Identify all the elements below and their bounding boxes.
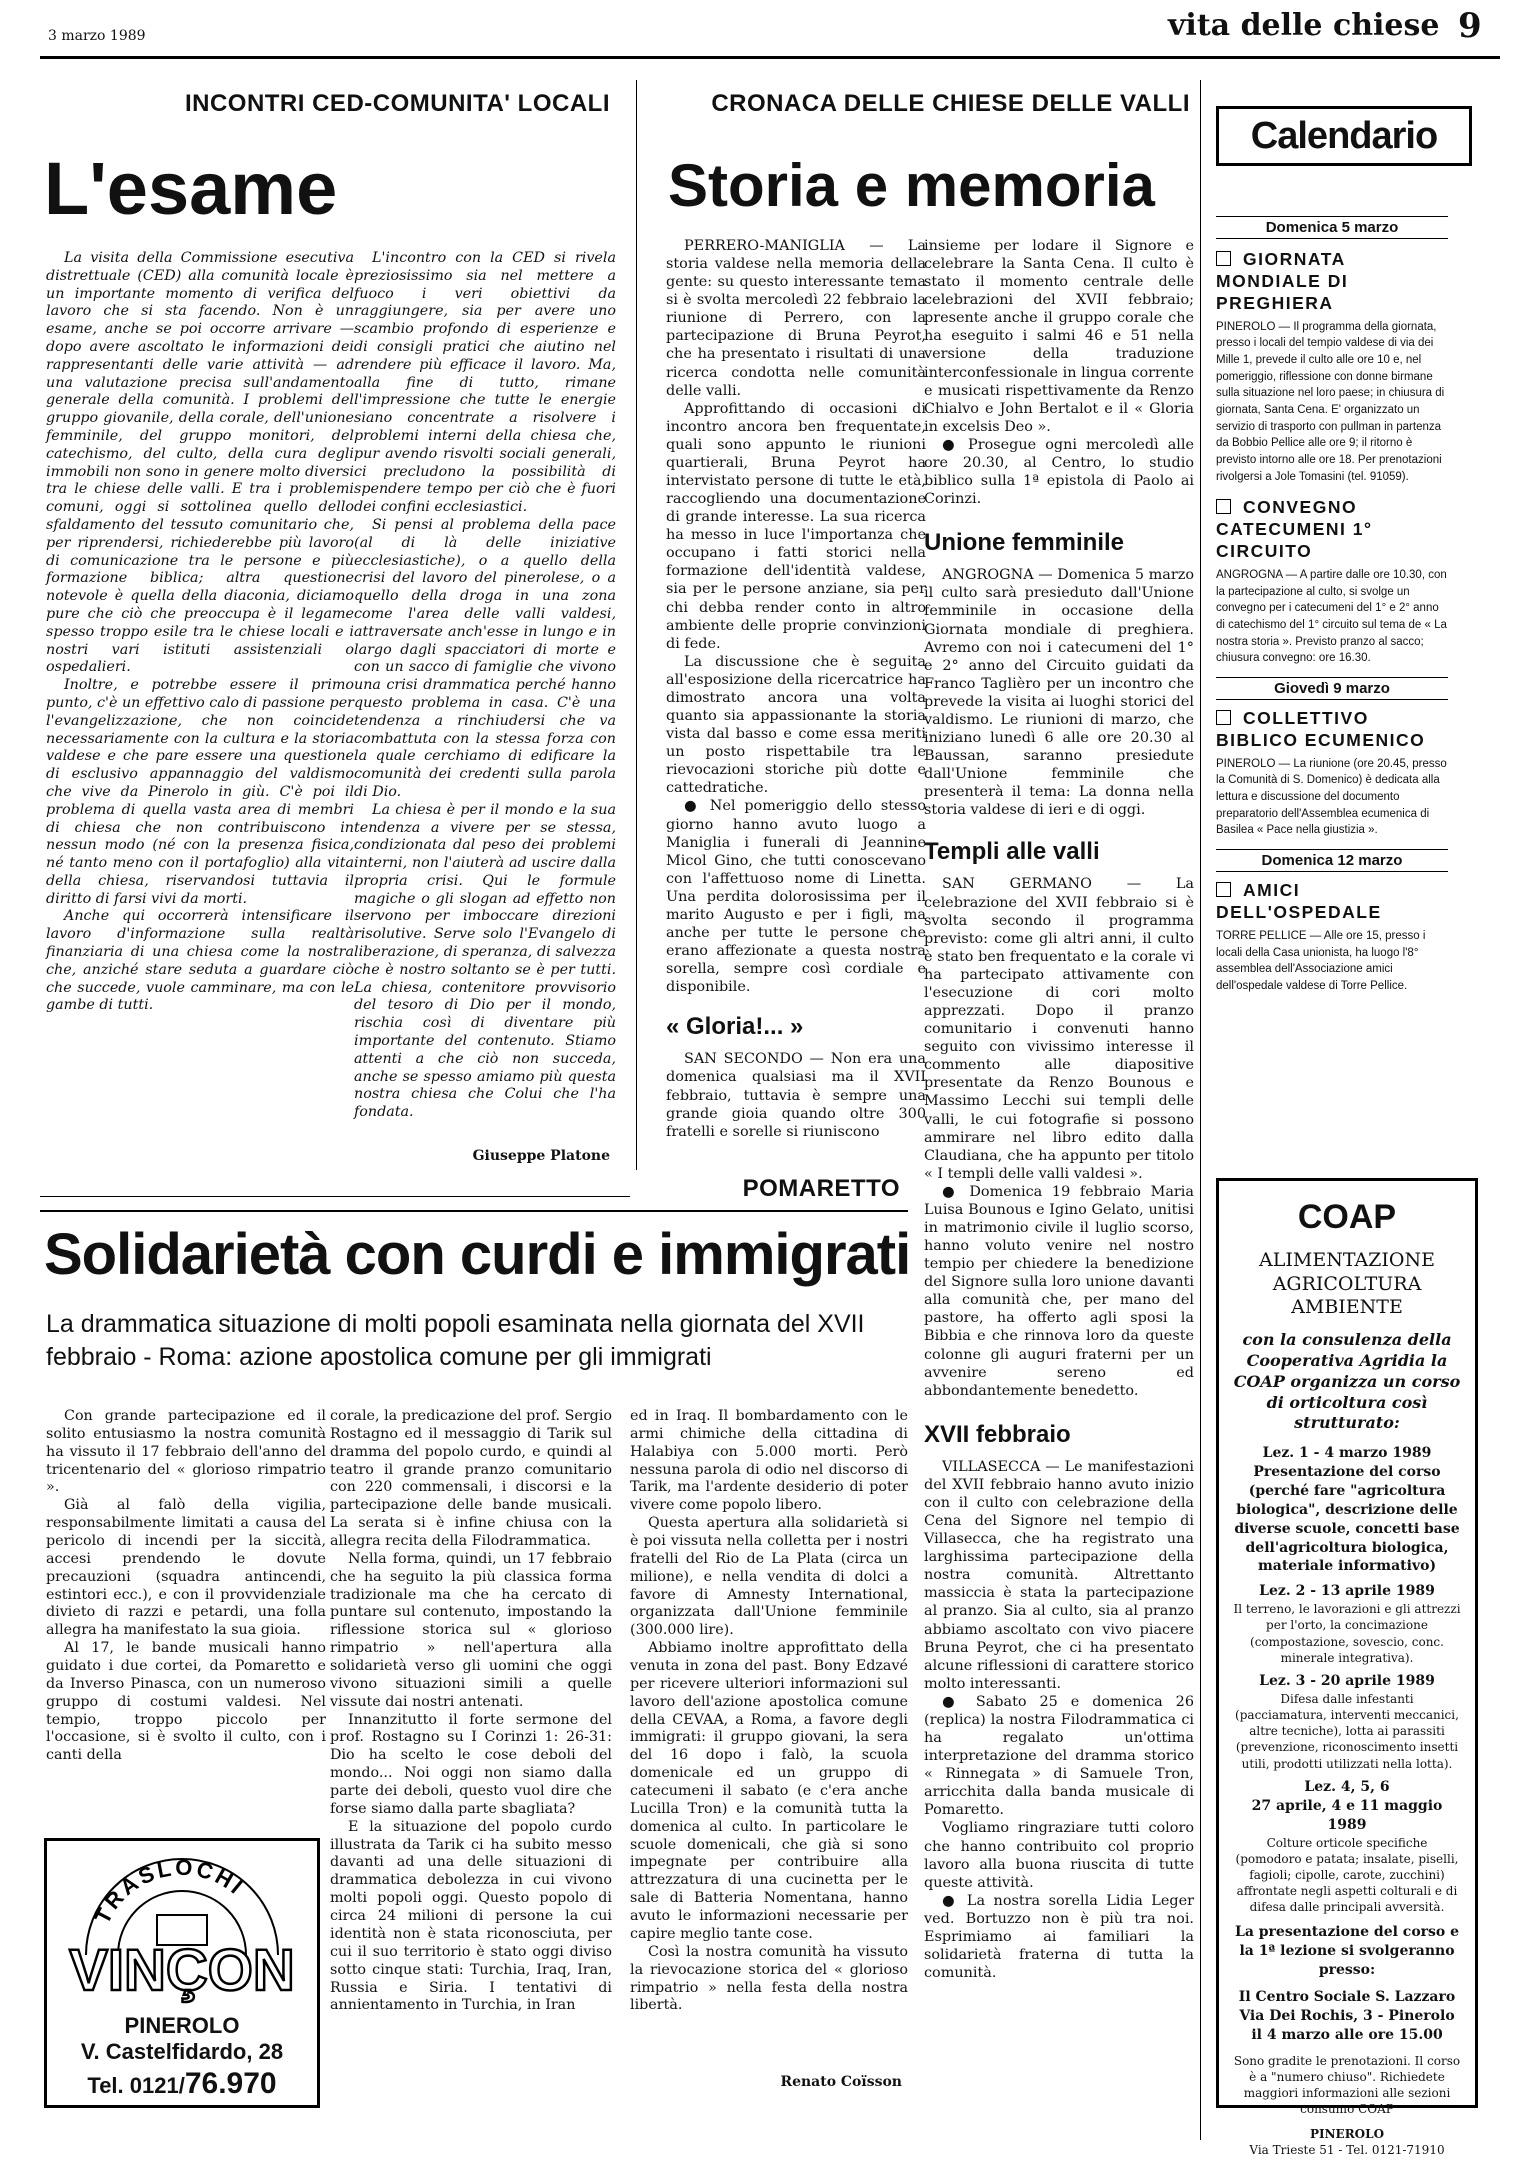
traslochi-brand: VINÇON xyxy=(69,1938,295,2003)
paragraph: L'incontro con la CED si rivela preziosissimo sia nel mettere a fuoco i veri obiettivi da raggiungere, sia per avere uno scambio profondo di esperienze e di consigli pratici che aiutino nel rendere più efficace il lavoro. Ma, alla fine di tutto, rimane l'impressione che tutte le energie siano concentrate a risolvere i problemi interni della chiesa che, pur avendo risvolti sociali generali, ci precludono la possibilità di spendere tempo per ciò che è fuori dei confini ecclesiastici. xyxy=(354,250,616,516)
esame-title: L'esame xyxy=(44,147,338,230)
templi-heading: Templi alle valli xyxy=(924,838,1100,866)
coap-subtitle: ALIMENTAZIONE AGRICOLTURA AMBIENTE xyxy=(1259,1248,1435,1319)
event-title: AMICI DELL'OSPEDALE xyxy=(1216,880,1382,922)
paragraph: La discussione che è seguita all'esposizione della ricercatrice ha dimostrato ancora una volta quanto sia appassionante la storia vista dal basso e come essa meriti un posto rispettabile tra le rievocazioni storiche più dotte e cattedratiche. xyxy=(666,653,926,797)
paragraph: Nella forma, quindi, un 17 febbraio che ha seguito la più classica forma tradizionale ma che ha cercato di puntare sul contenuto, impostando la riflessione storica sul « glorioso rimpatrio » nell'apertura alla solidarietà verso gli uomini che oggi vivono situazioni simili a quelle vissute dai nostri antenati. xyxy=(330,1550,612,1710)
paragraph: La visita della Commissione esecutiva distrettuale (CED) alla comunità locale è un importante momento di verifica del lavoro che si sta facendo. Non è un esame, anche se poi occorre arrivare — dopo avere ascoltato le informazioni dei rappresentanti delle varie attività — ad una valutazione precisa sull'andamento generale della comunità. I problemi del gruppo giovanile, della corale, dell'unione femminile, del gruppo monitori, del catechismo, del culto, della cura degli immobili non sono in genere molto diversi tra le chiese delle valli. E tra i problemi comuni, oggi si sottolinea quello dello sfaldamento del tessuto comunitario che, per riprendersi, richiederebbe più lavoro di comunicazione tra le persone e più formazione biblica; altra questione notevole è quella della diaconia, diciamo pure che ciò che preoccupa è il legame spesso troppo esile tra le chiese locali e i nostri vari istituti assistenziali o ospedalieri. xyxy=(46,250,354,676)
paragraph: La chiesa è per il mondo e la sua tendenza a vivere per se stessa, condizionata dal peso dei problemi interni, non l'aiuterà ad uscire dalla propria crisi. Qui le formule magiche o gli slogan ad effetto non servono per imboccare direzioni risolutive. Serve solo l'Evangelo di liberazione, di speranza, di salvezza che è nostro soltanto se è per tutti. La chiesa, contenitore provvisorio del tesoro di Dio per il mondo, rischia così di diventare più importante del contenuto. Stiamo attenti a che ciò non succeda, anche se spesso amiamo più questa nostra chiesa che Colui che l'ha fondata. xyxy=(354,801,616,1121)
traslochi-address: V. Castelfidardo, 28 xyxy=(80,2039,284,2064)
esame-col-1 xyxy=(46,250,354,1015)
paragraph: Si pensi al problema della pace (al di là delle iniziative ecclesiastiche), o a quello della crisi del lavoro del pinerolese, o a quello della droga in una zona come l'area delle valli valdesi, attraversate anch'esse in lungo e in largo dagli spacciatori di morte e con un sacco di famiglie che vivono una crisi drammatica perché hanno questo problema in casa. C'è una tendenza a rinchiudersi che va combattuta con la stessa forza con la quale cerchiamo di edificare la comunità dei credenti sulla parola di Dio. xyxy=(354,516,616,800)
storia-title: Storia e memoria xyxy=(668,152,1155,219)
paragraph: SAN SECONDO — Non era una domenica qualsiasi ma il XVII febbraio, tuttavia è sempre una grande gioia quando oltre 300 fratelli e sorelle si riuniscono xyxy=(666,1051,926,1140)
unione-heading: Unione femminile xyxy=(924,529,1125,557)
traslochi-city: PINEROLO xyxy=(124,2013,240,2038)
paragraph: ed in Iraq. Il bombardamento con le armi chimiche della cittadina di Halabiya con 5.000 morti. Però nessuna parola di odio nel discorso di Tarik, ma l'ardente desiderio di poter vivere come popolo libero. xyxy=(630,1408,908,1514)
calendar-event xyxy=(1216,249,1448,485)
paragraph: Al 17, le bande musicali hanno guidato i due cortei, da Pomaretto e da Inverso Pinasca, con un numeroso gruppo di costumi valdesi. Nel tempio, troppo piccolo per l'occasione, si è svolto il culto, con i canti della xyxy=(46,1640,326,1764)
coap-city: PINEROLO xyxy=(1309,2126,1385,2141)
checkbox-icon xyxy=(1216,710,1231,725)
checkbox-icon xyxy=(1216,882,1231,897)
checkbox-icon xyxy=(1216,251,1231,266)
coap-intro: con la consulenza della Cooperativa Agridia la COAP organizza un corso di orticoltura così strutturato: xyxy=(1233,1330,1461,1433)
header-rule xyxy=(40,56,1500,59)
paragraph: ● Prosegue ogni mercoledì alle ore 20.30, al Centro, lo studio biblico sulla 1ª epistola di Paolo ai Corinzi. xyxy=(924,436,1194,508)
event-body: PINEROLO — Il programma della giornata, presso i locali del tempio valdese di via dei Mille 1, prevede il culto alle ore 10 e, nel pomeriggio, riflessione con donne birmane sulla situazione nel loro paese; in chiusura di giornata, Santa Cena. E' organizzato un servizio di trasporto con pullman in partenza da Bobbio Pellice alle ore 9; il ritorno è previsto intorno alle ore 18. Per prenotazioni rivolgersi a Jole Tomasini (tel. 91059). xyxy=(1216,320,1445,483)
paragraph: E la situazione del popolo curdo illustrata da Tarik ci ha subito messo davanti ad una delle situazioni di drammatica debolezza in cui vivono molti popoli oggi. Questo popolo di circa 24 milioni di persone la cui identità non è stata riconosciuta, per cui il suo territorio è stato oggi diviso sotto cinque stati: Turchia, Iraq, Iran, Russia e Siria. I tentativi di annientamento in Turchia, in Iran xyxy=(330,1818,612,2014)
paragraph: Già al falò della vigilia, responsabilmente limitati a causa del pericolo di incendi per la siccità, accesi prendendo le dovute precauzioni (squadra antincendi, estintori ecc.), e con il provvidenziale divieto di razzi e petardi, una folla allegra ha manifestato la sua gioia. xyxy=(46,1497,326,1639)
coap-lesson: Lez. 3 - 20 aprile 1989 Difesa dalle infestanti (pacciamatura, interventi meccanici, altre tecniche), lotta ai parassiti (prevenzione, riconoscimento insetti utili, prodotti utilizzati nella lotta). xyxy=(1235,1673,1459,1771)
event-title: COLLETTIVO BIBLICO ECUMENICO xyxy=(1216,708,1426,750)
calendar-date: Giovedì 9 marzo xyxy=(1216,677,1448,700)
solidarieta-kicker: POMARETTO xyxy=(742,1175,900,1202)
storia-col-2 xyxy=(924,237,1194,1982)
calendario-list xyxy=(1216,210,1448,995)
coap-lesson: Lez. 1 - 4 marzo 1989 Presentazione del corso (perché fare "agricoltura biologica", descrizione delle diverse scuole, concetti base dell'agricoltura biologica, materiale informativo) xyxy=(1234,1445,1460,1575)
paragraph: ● Domenica 19 febbraio Maria Luisa Bounous e Igino Gelato, unitisi in matrimonio civile il luglio scorso, hanno voluto venire nel nostro tempio per chiedere la benedizione del Signore sulla loro unione davanti alla comunità che, per mano del pastore, ha offerto agli sposi la Bibbia e che rinnova loro da queste colonne gli auguri fraterni per un avvenire sereno ed abbondantemente benedetto. xyxy=(924,1183,1194,1399)
calendario-title: Calendario xyxy=(1250,115,1438,157)
paragraph: Questa apertura alla solidarietà si è poi vissuta nella colletta per i nostri fratelli del Rio de La Plata (circa un milione), e nella vendita di dolci a favore di Amnesty International, organizzata dall'Unione femminile (300.000 lire). xyxy=(630,1515,908,1639)
paragraph: SAN GERMANO — La celebrazione del XVII febbraio si è svolta secondo il programma previsto: come gli altri anni, il culto è stato ben frequentato e la corale vi ha partecipato attivamente con l'esecuzione di cori molto apprezzati. Dopo il pranzo comunitario i convenuti hanno seguito con vivissimo interesse il commento alle diapositive presentate da Renzo Bounous e Massimo Lecchi sui templi delle valli, le cui fotografie si possono ammirare nel libro edito dalla Claudiana, che ha appunto per titolo « I templi delle valli valdesi ». xyxy=(924,876,1194,1182)
gloria-heading: « Gloria!... » xyxy=(666,1013,804,1041)
coap-note: Sono gradite le prenotazioni. Il corso è a "numero chiuso". Richiedete maggiori informazioni alle sezioni consumo COAP xyxy=(1233,2053,1461,2117)
paragraph: Approfittando di occasioni di incontro ancora ben frequentate, quali sono appunto le riunioni quartierali, Bruna Peyrot ha intervistato persone di tutte le età, raccogliendo una documentazione di grande interesse. La sua ricerca ha messo in luce l'importanza che occupano i fatti storici nella formazione dell'identità valdese, sia per le persone anziane, sia per chi debba render conto in altro ambiente delle proprie convinzioni di fede. xyxy=(666,400,926,652)
traslochi-ad xyxy=(44,1838,320,2108)
page-number: 9 xyxy=(1458,6,1482,46)
paragraph: Abbiamo inoltre approfittato della venuta in zona del past. Bony Edzavé per ricevere ulteriori informazioni sul lavoro dell'azione apostolica comune della CEVAA, a Roma, a favore degli immigrati: il gruppo giovani, la sera del 16 dopo i falò, la scuola domenicale ed un gruppo di catecumeni il sabato (e c'era anche Lucilla Tron) e la comunità tutta la domenica al culto. In particolare le scuole domenicali, che già si sono impegnate per contribuire alla attrezzatura di una cucinetta per le sale di Batteria Nomentana, hanno avuto le informazioni necessarie per capire meglio tante cose. xyxy=(630,1640,908,1942)
xvii-heading: XVII febbraio xyxy=(924,1420,1071,1448)
coap-ad xyxy=(1216,1178,1478,2157)
calendar-date: Domenica 5 marzo xyxy=(1216,216,1448,239)
calendario-box xyxy=(1216,106,1472,166)
issue-date: 3 marzo 1989 xyxy=(48,28,146,44)
calendar-date: Domenica 12 marzo xyxy=(1216,849,1448,872)
paragraph: ● Sabato 25 e domenica 26 (replica) la nostra Filodrammatica ci ha regalato un'ottima interpretazione del dramma storico « Rinnegata » di Samuele Tron, arricchita dalla banda musicale di Pomaretto. xyxy=(924,1693,1194,1819)
solidarieta-subtitle: La drammatica situazione di molti popoli esaminata nella giornata del XVII febbraio - Roma: azione apostolica comune per gli immigrati xyxy=(46,1310,865,1371)
section-rule xyxy=(40,1210,908,1212)
solidarieta-col-3 xyxy=(630,1408,908,2015)
traslochi-phone-number: 76.970 xyxy=(184,2067,277,2100)
paragraph: Con grande partecipazione ed il solito entusiasmo la nostra comunità ha vissuto il 17 febbraio dell'anno del tricentenario del « glorioso rimpatrio ». xyxy=(46,1408,326,1496)
coap-lesson: Lez. 4, 5, 6 27 aprile, 4 e 11 maggio 1989 Colture orticole specifiche (pomodoro e patata; insalate, piselli, fagioli; cipolle, carote, zucchini) affrontate negli aspetti colturali e di difesa dalle principali avversità. xyxy=(1235,1778,1459,1915)
paragraph: ● La nostra sorella Lidia Leger ved. Bortuzzo non è più tra noi. Esprimiamo ai familiari la solidarietà fraterna di tutta la comunità. xyxy=(924,1892,1194,1982)
coap-presentation: La presentazione del corso e la 1ª lezione si svolgeranno presso: xyxy=(1234,1924,1460,1979)
section-title: vita delle chiese xyxy=(1168,8,1440,43)
calendar-event xyxy=(1216,497,1448,667)
event-body: PINEROLO — La riunione (ore 20.45, presso la Comunità di S. Domenico) è dedicata alla lettura e discussione del documento preparatorio dell'Assemblea ecumenica di Basilea « Pace nella giustizia ». xyxy=(1216,757,1447,837)
solidarieta-col-1 xyxy=(46,1408,326,1765)
event-title: GIORNATA MONDIALE DI PREGHIERA xyxy=(1216,249,1349,313)
storia-kicker: CRONACA DELLE CHIESE DELLE VALLI xyxy=(711,90,1190,117)
calendar-event xyxy=(1216,880,1448,994)
section-rule xyxy=(40,1196,630,1197)
paragraph: Inoltre, e potrebbe essere il primo punto, c'è un effettivo calo di passione per l'evangelizzazione, che non coincide necessariamente con la cultura e la storia valdese e che pare essere una questione di esclusivo appannaggio del valdismo che vive da Pinerolo in giù. C'è poi il problema di quella vasta area di membri di chiesa che non contribuiscono in nessun modo (né con la presenza fisica, né tanto meno con il portafoglio) alla vita della chiesa, riservandosi tuttavia il diritto di farsi vivi da morti. xyxy=(46,677,354,907)
storia-col-1 xyxy=(666,237,926,1141)
paragraph: insieme per lodare il Signore e celebrare la Santa Cena. Il culto è stato il momento centrale delle celebrazioni del XVII febbraio; presente anche il gruppo corale che ha eseguito i salmi 46 e 51 nella versione della traduzione interconfessionale in lingua corrente e musicati rispettivamente da Renzo Chialvo e John Bertalot e il « Gloria in excelsis Deo ». xyxy=(924,238,1194,435)
coap-lesson: Lez. 2 - 13 aprile 1989 Il terreno, le lavorazioni e gli attrezzi per l'orto, la concimazione (compostazione, sovescio, conc. minerale integrativa). xyxy=(1233,1583,1461,1665)
paragraph: Anche qui occorrerà intensificare il lavoro d'informazione sulla realtà finanziaria di una chiesa come la nostra che, anziché stare seduta a guardare ciò che succede, vuole camminare, ma con le gambe di tutti. xyxy=(46,908,354,1014)
paragraph: PERRERO-MANIGLIA — La storia valdese nella memoria della gente: su questo interessante tema si è svolta mercoledì 22 febbraio la riunione di Perrero, con la partecipazione di Bruna Peyrot, che ha presentato i risultati di una ricerca condotta nelle comunità delle valli. xyxy=(666,238,926,399)
solidarieta-signature: Renato Coïsson xyxy=(780,2074,902,2090)
paragraph: ANGROGNA — Domenica 5 marzo il culto sarà presieduto dall'Unione femminile in occasione della Giornata mondiale di preghiera. Avremo con noi i catecumeni del 1° e 2° anno del Circuito guidati da Franco Taglièro per un incontro che prevede la visita ai luoghi storici del valdismo. Le riunioni di marzo, che iniziano lunedì 6 alle ore 20.30 al Baussan, saranno presiedute dall'Unione femminile che presenterà il tema: La donna nella storia valdese di ieri e di oggi. xyxy=(924,567,1194,819)
event-body: TORRE PELLICE — Alle ore 15, presso i locali della Casa unionista, ha luogo l'8° assemblea dell'Associazione amici dell'ospedale valdese di Torre Pellice. xyxy=(1216,929,1426,992)
coap-venue: Il Centro Sociale S. Lazzaro Via Dei Rochis, 3 - Pinerolo il 4 marzo alle ore 15.00 xyxy=(1238,1989,1456,2043)
traslochi-logo xyxy=(47,1845,317,2015)
calendar-event xyxy=(1216,708,1448,839)
checkbox-icon xyxy=(1216,499,1231,514)
paragraph: VILLASECCA — Le manifestazioni del XVII febbraio hanno avuto inizio con il culto con celebrazione della Cena del Signore nel tempio di Villasecca, che ha registrato una larghissima partecipazione della nostra comunità. Altrettanto massiccia è stata la partecipazione al pranzo. Sia al culto, sia al pranzo abbiamo ascoltato con vivo piacere Bruna Peyrot, che ci ha presentato alcune riflessioni di carattere storico molto interessanti. xyxy=(924,1458,1194,1692)
esame-col-2 xyxy=(354,250,616,1122)
event-title: CONVEGNO CATECUMENI 1° CIRCUITO xyxy=(1216,497,1373,562)
traslochi-arc-text: TRASLOCHI xyxy=(89,1854,250,1928)
solidarieta-title: Solidarietà con curdi e immigrati xyxy=(44,1222,911,1287)
esame-kicker: INCONTRI CED-COMUNITA' LOCALI xyxy=(184,90,610,117)
traslochi-phone-prefix: Tel. 0121/ xyxy=(87,2073,185,2098)
coap-address: Via Trieste 51 - Tel. 0121-71910 xyxy=(1249,2142,1445,2157)
coap-title: COAP xyxy=(1297,1198,1397,1236)
paragraph: corale, la predicazione del prof. Sergio Rostagno ed il messaggio di Tarik sul dramma del popolo curdo, e quindi al teatro il grande pranzo comunitario con 220 commensali, i discorsi e la partecipazione delle bande musicali. La serata si è infine chiusa con la allegra recita della Filodrammatica. xyxy=(330,1408,612,1550)
paragraph: ● Nel pomeriggio dello stesso giorno hanno avuto luogo a Maniglia i funerali di Jeannine Micol Gino, che tutti conoscevano con l'affettuoso nome di Linetta. Una perdita dolorosissima per il marito Augusto e per i figli, ma anche per tutte le persone che erano affezionate a questa nostra sorella, sempre così cordiale e disponibile. xyxy=(666,798,926,996)
solidarieta-col-2 xyxy=(330,1408,612,2015)
esame-signature: Giuseppe Platone xyxy=(472,1148,610,1164)
paragraph: Così la nostra comunità ha vissuto la rievocazione storica del « glorioso rimpatrio » nella festa della nostra libertà. xyxy=(630,1943,908,2014)
paragraph: Innanzitutto il forte sermone del prof. Rostagno su I Corinzi 1: 26-31: Dio ha scelto le cose deboli del mondo... Noi oggi non siamo dalla parte dei deboli, questo vuol dire che forse siamo dalla parte sbagliata? xyxy=(330,1711,612,1817)
traslochi-phone xyxy=(47,2067,317,2101)
column-rule xyxy=(636,80,637,1170)
event-body: ANGROGNA — A partire dalle ore 10.30, con la partecipazione al culto, si svolge un convegno per i catecumeni del 1° e 2° anno di catechismo del 1° circuito sul tema de « La nostra storia ». Previsto pranzo al sacco; chiusura convegno: ore 16.30. xyxy=(1216,568,1447,665)
page-header xyxy=(0,0,1538,60)
paragraph: Vogliamo ringraziare tutti coloro che hanno contribuito col proprio lavoro alla buona riuscita di tutte queste attività. xyxy=(924,1820,1194,1891)
column-rule xyxy=(1200,80,1201,2140)
